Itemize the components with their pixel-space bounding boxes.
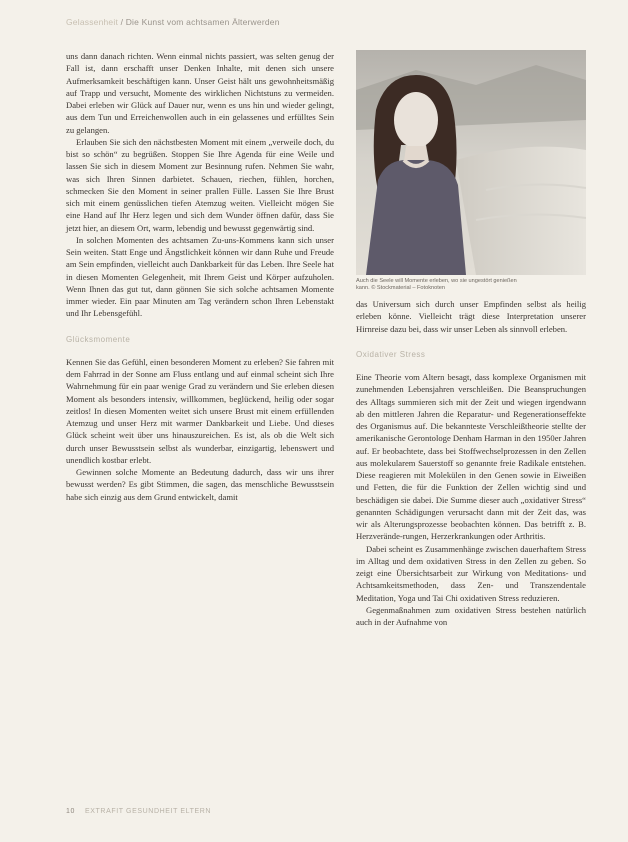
right-column: [356, 298, 586, 628]
left-paragraph-1: uns dann danach richten. Wenn einmal nichts passiert, was selten genug der Fall ist, dann erschafft unser Denken Inhalte, mit denen sich unsere Aufmerksamkeit beschäftigen kann. Unser Geist hält uns gewohnheitsmäßig auf Trapp und versucht, Momente des wirklichen Nichtstuns zu vermeiden. Dabei erleben wir Glück auf Dauer nur, wenn es uns hin und wieder gelingt, aus dem Tun und Erreichenwollen auch in ein gelassenes und erfülltes Sein zu gelangen.: [66, 51, 334, 135]
running-head-separator: /: [118, 17, 126, 27]
woman-portrait-photo: [356, 50, 586, 275]
left-column: [66, 50, 334, 503]
left-paragraph-3: In solchen Momenten des achtsamen Zu-uns-Kommens kann sich unser Sein weiten. Statt Enge und Ängstlichkeit können wir dann Ruhe und Freude am Sein empfinden, vielleicht auch Dankbarkeit für das Leben. Ihre Seele hat in diesen Momenten Gelegenheit, mit Ihrem Geist und Körper aufzuholen. Wenn Ihnen das gut tut, dann gönnen Sie sich solche achtsamen Momente immer wieder. Ein paar Minuten am Tag verändern schon Ihren Lebenstakt und Ihr Lebensgefühl.: [66, 234, 334, 319]
section-heading-oxidativer-stress: Oxidativer Stress: [356, 349, 426, 359]
left-paragraph-5: Gewinnen solche Momente an Bedeutung dadurch, dass wir uns ihrer bewusst werden? Es gibt Stimmen, die sagen, das menschliche Bewusstsein habe sich einzig aus dem Grund entwickelt, damit: [66, 467, 334, 502]
portrait-illustration: [356, 50, 586, 275]
page-number: 10: [66, 808, 75, 815]
right-paragraph-3: Dabei scheint es Zusammenhänge zwischen dauerhaftem Stress im Alltag und dem oxidativen Stress in den Zellen zu geben. So zeigt eine Übersichtsarbeit zur Wirkung von Meditations- und Achtsamkeitsmethoden, dass Zen- und Transzendentale Meditation, Yoga und Tai Chi oxidativen Stress reduzieren.: [356, 543, 586, 603]
left-paragraph-2: Erlauben Sie sich den nächstbesten Moment mit einem „verweile doch, du bist so schön“ zu begrüßen. Stoppen Sie Ihre Agenda für eine Weile und lassen Sie sich in diesem Moment zur Besinnung rufen. Nehmen Sie wahr, was sich Ihren Sinnen darbietet. Schauen, riechen, fühlen, horchen, schmecken Sie den Moment in seiner prallen Fülle. Lassen Sie Ihre Brust sich mit einem genüsslichen tiefen Atemzug weiten. Vielleicht mögen Sie eine Hand auf Ihr Herz legen und sich dem Wunder öffnen dafür, dass Sie jetzt hier, an diesem Ort, warm, lebendig und bewusst gegenwärtig sind.: [66, 136, 334, 233]
caption-line-1: Auch die Seele will Momente erleben, wo sie ungestört genießen: [356, 278, 517, 284]
page-footer: [66, 808, 211, 815]
section-heading-gluecksmomente: Glücksmomente: [66, 334, 131, 344]
right-paragraph-2: Eine Theorie vom Altern besagt, dass komplexe Organismen mit zunehmenden Lebensjahren verschleißen. Die Beanspruchungen des Alltags summieren sich mit der Zeit und wiegen irgendwann ab den mittleren Jahren die Reparatur- und Regenerationseffekte des Organismus auf. Die bekannteste Verschleißtheorie stellte der amerikanische Gerontologe Denham Harman in den 1950er Jahren auf. Er beobachtete, dass bei Stoffwechselprozessen in den Zellen aus molekularem Sauerstoff so genannte freie Radikale entstehen. Diese reagieren mit Molekülen in den Genen sowie in Eiweißen und Fetten, die für die Funktion der Zellen wichtig sind und beschädigen sie dabei. Die Summe dieser auch „oxidativer Stress“ genannten Schädigungen verursacht dann mit der Zeit das, was wir als Alterungsprozesse beobachten können. Das betrifft z. B. Herzverände-rungen, Herzerkrankungen oder Arthritis.: [356, 372, 586, 542]
caption-line-2: kann. © Stockmaterial – Fotoknoten: [356, 285, 446, 291]
right-paragraph-4: Gegenmaßnahmen zum oxidativen Stress bestehen natürlich auch in der Aufnahme von: [356, 604, 586, 627]
running-head-title: Die Kunst vom achtsamen Älterwerden: [125, 17, 280, 27]
left-paragraph-4: Kennen Sie das Gefühl, einen besonderen Moment zu erleben? Sie fahren mit dem Fahrrad in der Sonne am Fluss entlang und auf einmal scheint sich Ihre Wahrnehmung für ein paar wenige Grad zu verändern und Sie erleben diesen Moment als besonders intensiv, willkommen, beglückend, heilig oder sogar zeitlos! In diesen Momenten weitet sich unsere Brust mit einem erfüllenden Atemzug und unser Herz mit warmer Dankbarkeit und Liebe. Und dieses Glück scheint weit über uns hinauszureichen. Es ist, als ob die Welt sich durch unser Bewusstsein selbst als wunderbar, einzigartig, lebenswert und unendlich kostbar erlebt.: [66, 356, 334, 465]
footer-text: EXTRAFIT GESUNDHEIT ELTERN: [85, 808, 212, 815]
photo-caption: [356, 278, 586, 292]
running-head-section: Gelassenheit: [66, 17, 119, 27]
right-paragraph-1: das Universum sich durch unser Empfinden selbst als heilig erleben könne. Vielleicht trägt diese Interpretation unserer Hirnreise dazu bei, dass wir unser Leben als sinnvoll erleben.: [356, 299, 586, 334]
running-head: [66, 17, 280, 27]
